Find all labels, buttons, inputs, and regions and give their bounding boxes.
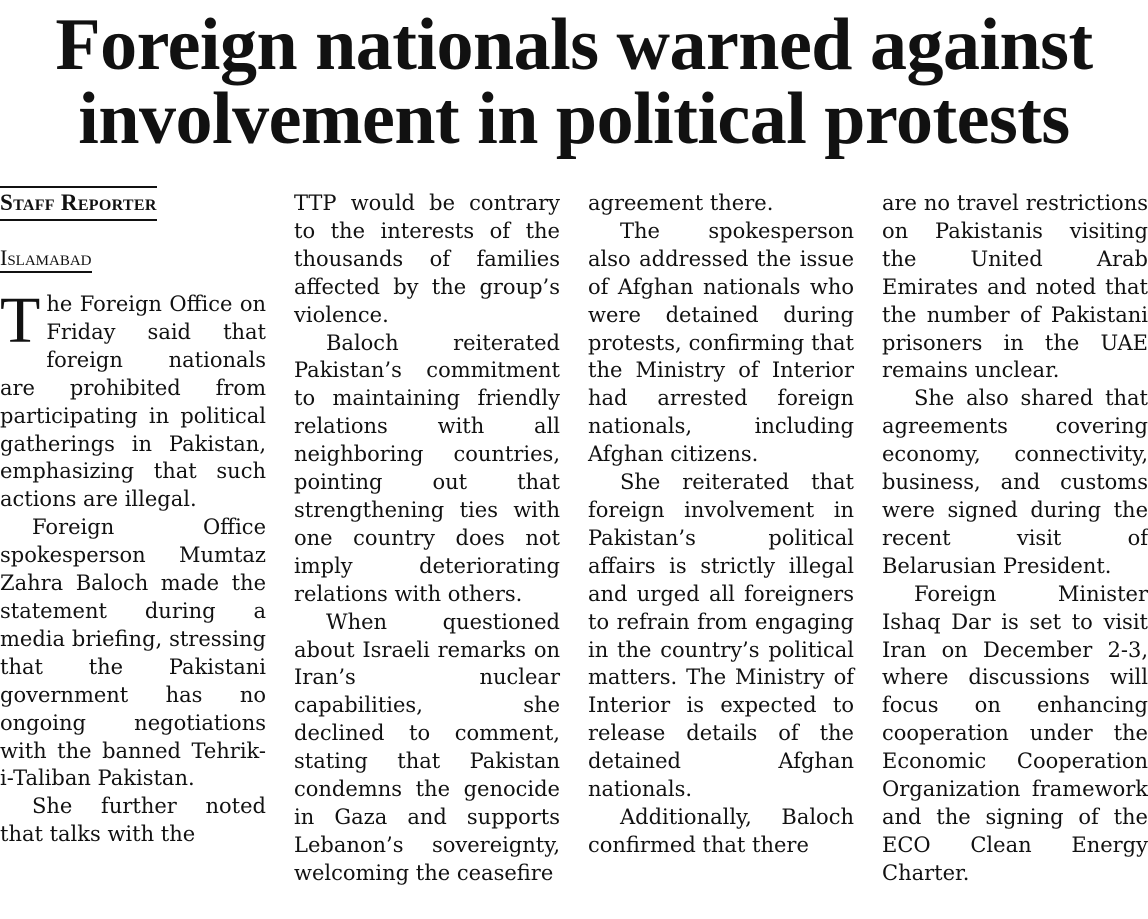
paragraph: She reiterated that foreign involvement in Pakistan’s political affairs is strictly illegal and urged all foreigners to refrain from engaging in the country’s political matters. The Ministry of Interior is expected to release details of the detained Afghan nationals. [588, 470, 854, 802]
paragraph: The spokesperson also addressed the issue of Afghan nationals who were detained during protests, confirming that the Ministry of Interior had arrested foreign nationals, including Afghan citizens. [588, 218, 854, 467]
paragraph: She also shared that agreements covering economy, connectivity, business, and customs were signed during the recent visit of Belarusian President. [882, 386, 1148, 578]
dropcap: T [0, 284, 41, 357]
headline-line-1: Foreign nationals warned against [55, 4, 1093, 86]
paragraph-continued: are no travel restrictions on Pakistanis visiting the United Arab Emirates and noted that the number of Pakistani prisoners in the UAE remains unclear. [882, 191, 1148, 383]
paragraph: Foreign Minister Ishaq Dar is set to visit Iran on December 2-3, where discussions will focus on enhancing cooperation under the Economic Cooperation Organization framework and the signing of the ECO Clean Energy Charter. [882, 581, 1148, 885]
article-column-4 [882, 190, 1148, 888]
byline: Staff Reporter [0, 186, 157, 221]
paragraph: Additionally, Baloch confirmed that there [588, 804, 854, 857]
lead-paragraph-text: he Foreign Office on Friday said that foreign nationals are prohibited from participating in political gatherings in Pakistan, emphasizing that such actions are illegal. [0, 292, 266, 512]
paragraph: She further noted that talks with the [0, 794, 266, 847]
headline-line-2: involvement in political protests [78, 78, 1070, 160]
lead-paragraph [0, 284, 266, 514]
article-column-2 [294, 190, 560, 888]
article-column-3 [588, 190, 854, 860]
article-column-1 [0, 190, 266, 849]
paragraph-continued: TTP would be contrary to the interests of the thousands of families affected by the group’s violence. [294, 191, 560, 327]
paragraph: Foreign Office spokesperson Mumtaz Zahra Baloch made the statement during a media briefing, stressing that the Pakistani government has no ongoing negotiations with the banned Tehrik-i-Taliban Pakistan. [0, 515, 266, 791]
paragraph-continued: agreement there. [588, 191, 774, 215]
paragraph: Baloch reiterated Pakistan’s commitment to maintaining friendly relations with all neighboring countries, pointing out that strengthening ties with one country does not imply deteriorating relations with others. [294, 330, 560, 606]
dateline: Islamabad [0, 245, 92, 273]
paragraph: When questioned about Israeli remarks on Iran’s nuclear capabilities, she declined to comment, stating that Pakistan condemns the genocide in Gaza and supports Lebanon’s sovereignty, welcoming the ceasefire [294, 609, 560, 885]
headline [0, 4, 1148, 160]
